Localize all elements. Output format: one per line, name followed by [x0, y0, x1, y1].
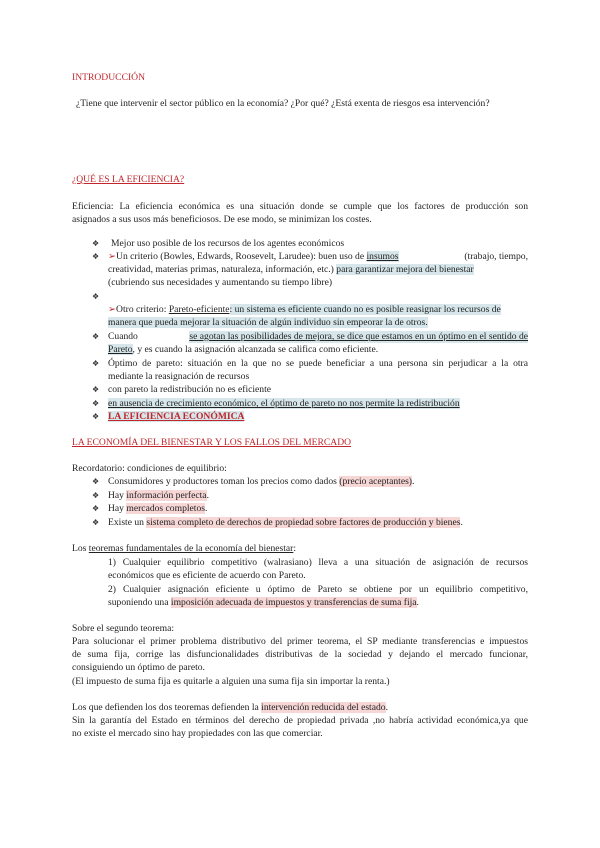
criterion-part: (trabajo, tiempo, — [464, 251, 528, 262]
bullet-pareto-line1 — [108, 304, 501, 316]
highlight-pareto-def: manera que pueda mejorar la situación de algún individuo sin empeorar la de otros. — [108, 317, 428, 328]
diamond-bullet-icon: ❖ — [92, 385, 100, 394]
bullet-pareto-line2 — [108, 317, 428, 329]
theorems-title: teoremas fundamentales de la economía del bienestar — [88, 543, 294, 554]
bullet-optimum-line1: Óptimo de pareto: situación en la que no se puede beneficiar a una persona sin perjudicar a la otra — [108, 358, 528, 369]
closing-line3: no existe el mercado sino hay propiedades con las que comerciar. — [72, 728, 323, 739]
intro-questions: ¿Tiene que intervenir el sector público en la economía? ¿Por qué? ¿Está exenta de riesgos esa intervención? — [76, 98, 490, 109]
diamond-bullet-icon: ❖ — [92, 332, 100, 341]
highlight-growth: en ausencia de crecimiento económico, el óptimo de pareto no nos permite la redistribución — [108, 398, 460, 409]
closing-line2: Sin la garantía del Estado en términos del derecho de propiedad privada ,no habría actividad económica,ya que — [72, 715, 528, 726]
diamond-bullet-icon: ❖ — [92, 252, 100, 261]
theorem-2-line2 — [108, 597, 419, 609]
highlight-information: información perfecta — [126, 490, 207, 501]
theorem-part: suponiendo una — [108, 597, 169, 608]
bullet-when-line2 — [108, 344, 378, 356]
highlight-price-takers: (precio aceptantes) — [339, 476, 413, 487]
condition-part: . — [460, 517, 463, 528]
theorem-2-line1: 2) Cualquier asignación eficiente u óptimo de Pareto se obtiene por un equilibrio competitivo, — [108, 584, 528, 595]
diamond-bullet-icon: ❖ — [92, 491, 100, 500]
highlight-property-rights: sistema completo de derechos de propiedad sobre factores de producción y bienes — [146, 517, 461, 528]
criterion-part: creatividad, materias primas, naturaleza, información, etc.) — [108, 264, 334, 275]
condition-part: . — [412, 476, 415, 487]
closing-line1 — [72, 702, 388, 714]
bullet-optimum-line2: mediante la reasignación de recursos — [108, 371, 250, 382]
highlight-economic-efficiency: LA EFICIENCIA ECONÓMICA — [108, 411, 245, 422]
theorem-part: . — [416, 597, 419, 608]
bullet-redistribution: con pareto la redistribución no es eficiente — [108, 384, 272, 395]
condition-part: Existe un — [108, 517, 144, 528]
highlight-markets: mercados completos — [126, 503, 205, 514]
diamond-bullet-icon: ❖ — [92, 477, 100, 486]
diamond-bullet-icon: ❖ — [92, 518, 100, 527]
condition-information — [108, 490, 209, 502]
theorem-1-line2: económicos que es eficiente de acuerdo con Pareto. — [108, 570, 306, 581]
second-theorem-line1: Para solucionar el primer problema distributivo del primer teorema, el SP mediante transferencias e impuestos — [72, 636, 528, 647]
arrow-bullet-icon: ➢ — [108, 304, 117, 315]
diamond-bullet-icon: ❖ — [92, 239, 100, 248]
when-part: , y es cuando la asignación alcanzada se califica como eficiente. — [132, 344, 379, 355]
bullet-when-line1 — [108, 331, 528, 343]
closing-part: . — [385, 702, 388, 713]
highlight-pareto: Pareto — [108, 344, 133, 355]
condition-part: Consumidores y productores toman los precios como dados — [108, 476, 337, 487]
condition-property-rights — [108, 517, 463, 529]
second-theorem-line3: consiguiendo un óptimo de pareto. — [72, 662, 205, 673]
theorems-part: Los — [72, 543, 87, 554]
pareto-term: Pareto-eficiente — [168, 304, 230, 315]
efficiency-definition-line2: asignados a sus usos más beneficiosos. De ese modo, se minimizan los costes. — [72, 214, 372, 225]
bullet-criterion-line2 — [108, 264, 474, 276]
theorems-intro — [72, 543, 296, 555]
highlight-exhausted: se agotan las posibilidades de mejora, se dice que estamos en un óptimo en el sentido de — [189, 331, 528, 342]
condition-part: . — [206, 490, 209, 501]
closing-part: Los que defienden los dos teoremas defienden la — [72, 702, 259, 713]
diamond-bullet-icon: ❖ — [92, 359, 100, 368]
bullet-economic-efficiency — [108, 411, 244, 423]
criterion-text — [108, 251, 399, 263]
welfare-heading: LA ECONOMÍA DEL BIENESTAR Y LOS FALLOS DEL MERCADO — [72, 437, 352, 448]
efficiency-heading: ¿QUÉ ES LA EFICIENCIA? — [72, 174, 185, 185]
bullet-criterion-line1 — [108, 251, 528, 263]
criterion-part: Un criterio (Bowles, Edwards, Roosevelt, Larudee): buen uso de — [116, 251, 365, 262]
highlight-welfare: para garantizar mejora del bienestar — [336, 264, 474, 275]
highlight-reduced-intervention: intervención reducida del estado — [261, 702, 386, 713]
bullet-growth — [108, 398, 460, 410]
intro-heading: INTRODUCCIÓN — [72, 72, 146, 83]
highlight-pareto-def: : un sistema es eficiente cuando no es posible reasignar los recursos de — [229, 304, 501, 315]
condition-part: Hay — [108, 490, 124, 501]
second-theorem-line2: de suma fija, corrige las disfuncionalidades distributivas de la sociedad y dejando el mercado funcionar, — [72, 649, 528, 660]
welfare-reminder: Recordatorio: condiciones de equilibrio: — [72, 463, 227, 474]
pareto-part: Otro criterio: — [116, 304, 167, 315]
theorems-part: : — [293, 543, 297, 554]
second-theorem-line4: (El impuesto de suma fija es quitarle a alguien una suma fija sin importar la renta.) — [72, 676, 390, 687]
diamond-bullet-icon: ❖ — [92, 412, 100, 421]
theorem-1-line1: 1) Cualquier equilibrio competitivo (walrasiano) lleva a una situación de asignación de recursos — [108, 557, 528, 568]
condition-part: Hay — [108, 503, 124, 514]
bullet-best-use: Mejor uso posible de los recursos de los agentes económicos — [111, 238, 345, 249]
when-part: Cuando — [108, 331, 138, 342]
condition-price-takers — [108, 476, 414, 488]
highlight-insumos: insumos — [366, 251, 399, 262]
efficiency-definition-line1: Eficiencia: La eficiencia económica es una situación donde se cumple que los factores de producción son — [72, 201, 528, 212]
bullet-criterion-line3: (cubriendo sus necesidades y aumentando su tiempo libre) — [108, 277, 333, 288]
highlight-lump-sum: imposición adecuada de impuestos y transferencias de suma fija — [170, 597, 417, 608]
second-theorem-heading: Sobre el segundo teorema: — [72, 623, 175, 634]
condition-part: . — [204, 503, 208, 514]
diamond-bullet-icon: ❖ — [92, 292, 100, 301]
arrow-bullet-icon: ➢ — [108, 251, 117, 262]
diamond-bullet-icon: ❖ — [92, 399, 100, 408]
condition-markets — [108, 503, 207, 515]
diamond-bullet-icon: ❖ — [92, 504, 100, 513]
